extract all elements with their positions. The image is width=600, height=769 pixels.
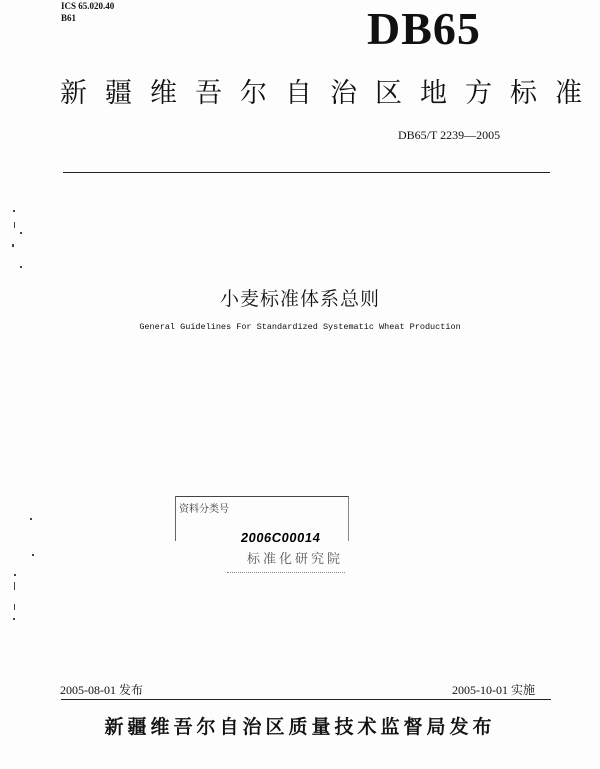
issue-date: 2005-08-01 发布 bbox=[60, 683, 143, 697]
stamp-label: 资料分类号 bbox=[179, 504, 229, 515]
scan-speck bbox=[14, 574, 16, 576]
document-title-chinese: 小麦标准体系总则 bbox=[219, 288, 380, 310]
standard-category: 新疆维吾尔自治区地方标准 bbox=[60, 78, 600, 109]
stamp-bottom-line bbox=[227, 572, 345, 573]
scan-speck bbox=[32, 554, 34, 556]
archive-stamp bbox=[175, 496, 347, 576]
ics-code: ICS 65.020.40 bbox=[61, 1, 115, 11]
bottom-divider bbox=[61, 699, 551, 700]
standard-logo: DB65 bbox=[367, 3, 481, 54]
stamp-organization: 标准化研究院 bbox=[247, 552, 344, 567]
scan-speck bbox=[14, 582, 15, 590]
scan-speck bbox=[20, 266, 22, 268]
scan-speck bbox=[14, 222, 15, 228]
scan-speck bbox=[30, 518, 32, 520]
implementation-date: 2005-10-01 实施 bbox=[452, 683, 535, 697]
classification-code: B61 bbox=[61, 13, 77, 23]
scan-speck bbox=[13, 618, 15, 620]
scan-speck bbox=[14, 604, 15, 610]
top-divider bbox=[63, 172, 550, 173]
publisher: 新疆维吾尔自治区质量技术监督局发布 bbox=[104, 716, 496, 738]
scan-speck bbox=[12, 244, 14, 247]
document-title-english: General Guidelines For Standardized Systematic Wheat Production bbox=[139, 322, 461, 332]
scan-speck bbox=[13, 210, 15, 212]
scan-speck bbox=[20, 232, 22, 234]
stamp-code: 2006C00014 bbox=[239, 530, 322, 545]
standard-number: DB65/T 2239—2005 bbox=[398, 128, 501, 142]
